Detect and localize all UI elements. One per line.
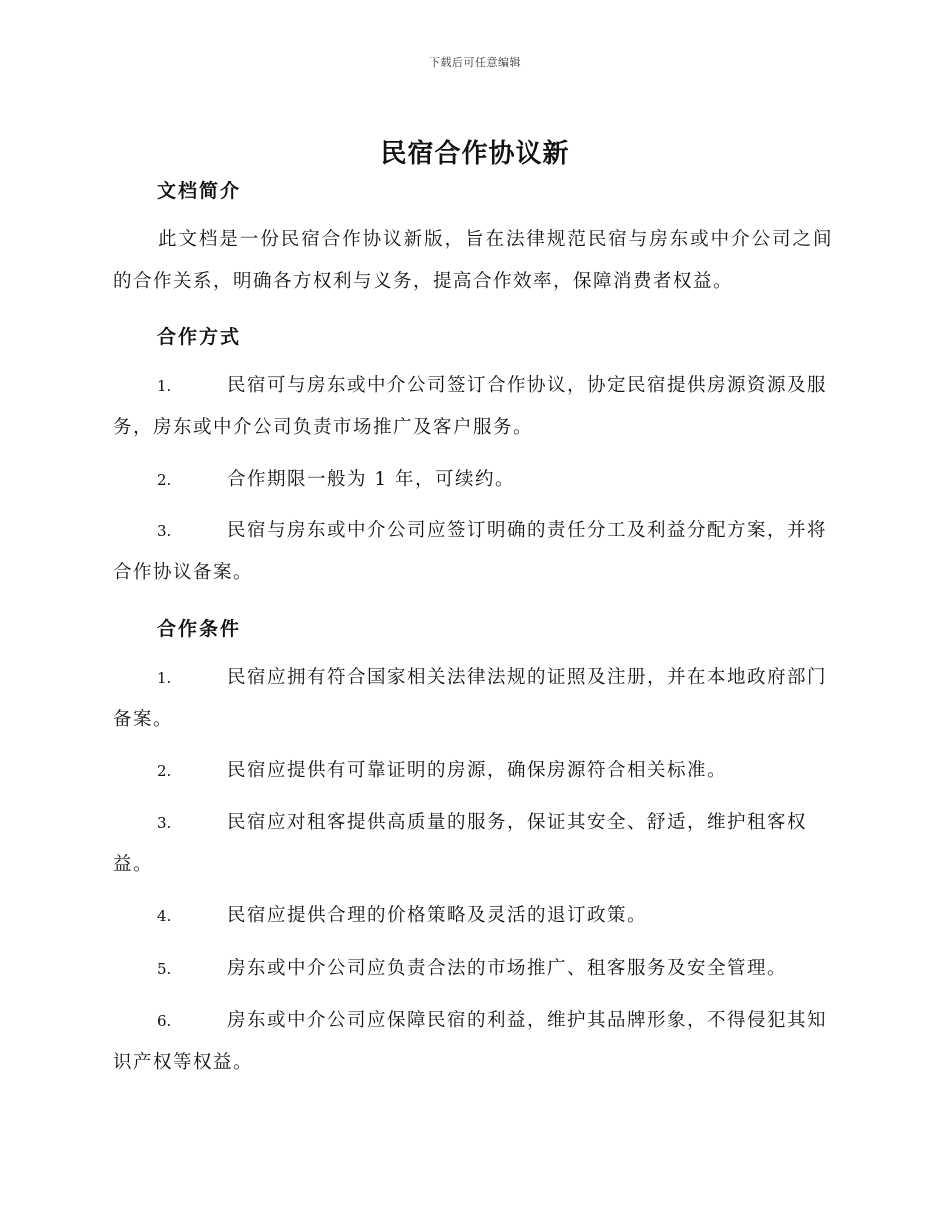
list-item <box>113 510 833 594</box>
list-item-text: 合作期限一般为 1 年，可续约。 <box>227 469 516 490</box>
list-item <box>113 750 833 792</box>
list-item-number: 4. <box>157 907 172 925</box>
section-heading-cooperation-conditions: 合作条件 <box>157 618 242 640</box>
list-item-text: 民宿与房东或中介公司应签订明确的责任分工及利益分配方案，并将合作协议备案。 <box>113 520 828 583</box>
intro-paragraph: 此文档是一份民宿合作协议新版，旨在法律规范民宿与房东或中介公司之间的合作关系，明确各方权利与义务，提高合作效率，保障消费者权益。 <box>113 229 833 292</box>
list-item-text: 民宿应提供合理的价格策略及灵活的退订政策。 <box>227 905 648 926</box>
list-item-text: 民宿应对租客提供高质量的服务，保证其安全、舒适，维护租客权益。 <box>113 812 808 875</box>
list-item-text: 民宿应拥有符合国家相关法律法规的证照及注册，并在本地政府部门备案。 <box>113 667 828 730</box>
list-item-number: 5. <box>157 960 172 978</box>
list-item-number: 3. <box>157 522 172 540</box>
list-item-number: 1. <box>157 669 172 687</box>
list-item <box>113 365 833 449</box>
list-item-number: 3. <box>157 814 172 832</box>
section-heading-intro: 文档简介 <box>157 180 242 202</box>
list-item <box>113 948 833 990</box>
section-heading-cooperation-mode: 合作方式 <box>157 326 242 348</box>
list-item <box>113 895 833 937</box>
list-item-text: 房东或中介公司应负责合法的市场推广、租客服务及安全管理。 <box>227 958 788 979</box>
list-item <box>113 802 833 886</box>
list-item-number: 6. <box>157 1012 172 1030</box>
list-item-number: 1. <box>157 377 172 395</box>
list-item <box>113 657 833 741</box>
page-header-note: 下载后可任意编辑 <box>429 56 521 69</box>
document-title: 民宿合作协议新 <box>380 139 570 169</box>
list-item-text: 房东或中介公司应保障民宿的利益，维护其品牌形象，不得侵犯其知识产权等权益。 <box>113 1010 828 1073</box>
list-item <box>113 1000 833 1084</box>
list-item-number: 2. <box>157 471 172 489</box>
list-item-text: 民宿应提供有可靠证明的房源，确保房源符合相关标准。 <box>227 760 728 781</box>
list-item-number: 2. <box>157 762 172 780</box>
list-item-text: 民宿可与房东或中介公司签订合作协议，协定民宿提供房源资源及服务，房东或中介公司负责市场推广及客户服务。 <box>113 375 828 438</box>
list-item <box>113 459 833 501</box>
